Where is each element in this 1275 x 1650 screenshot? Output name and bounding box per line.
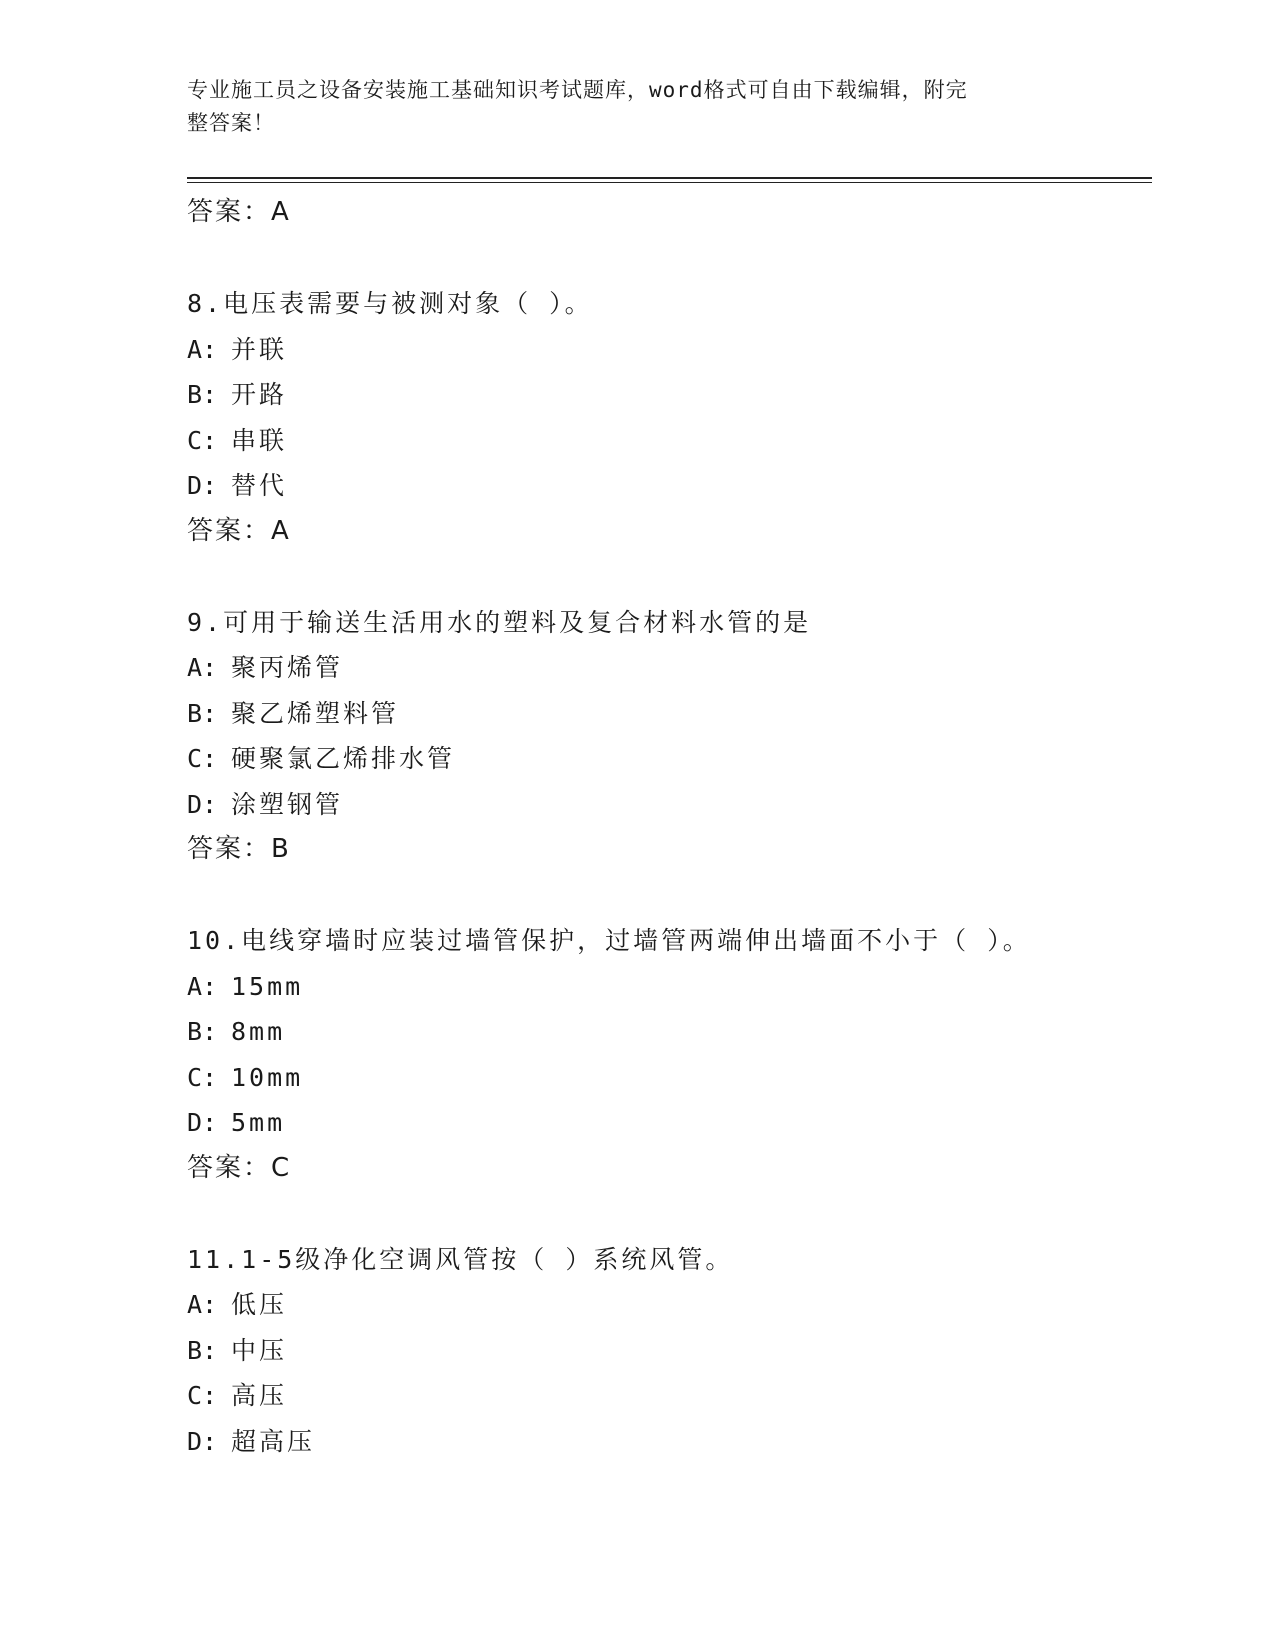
answer-line: 答案：A <box>187 515 291 546</box>
option-text: 硬聚氯乙烯排水管 <box>231 744 456 773</box>
spacer <box>187 236 1147 282</box>
option-b <box>187 1009 1147 1055</box>
spacer <box>187 873 1147 919</box>
option-key: A: <box>187 971 218 1001</box>
spacer <box>187 554 1147 600</box>
option-c <box>187 418 1147 464</box>
option-text: 串联 <box>231 425 288 455</box>
question-list <box>187 190 1147 1464</box>
question-block <box>187 918 1147 1191</box>
option-key: B: <box>187 698 218 728</box>
previous-answer: 答案：A <box>187 197 291 227</box>
option-d <box>187 1100 1147 1146</box>
question-block <box>187 281 1147 554</box>
option-text: 聚丙烯管 <box>231 653 344 682</box>
header-divider-thin <box>187 182 1152 183</box>
question-stem: 9.可用于输送生活用水的塑料及复合材料水管的是 <box>187 607 812 637</box>
option-text: 涂塑钢管 <box>231 789 344 819</box>
option-text: 10mm <box>231 1062 304 1092</box>
question-stem: 11.1-5级净化空调风管按（ ）系统风管。 <box>187 1244 734 1274</box>
option-key: A: <box>187 653 218 682</box>
question-block <box>187 600 1147 873</box>
question-stem: 8.电压表需要与被测对象（ ）。 <box>187 289 593 318</box>
option-key: D: <box>187 789 218 819</box>
option-text: 超高压 <box>231 1426 316 1456</box>
header-line-2: 整答案！ <box>187 111 275 135</box>
option-a <box>187 645 1147 691</box>
option-text: 15mm <box>231 971 304 1001</box>
option-a <box>187 1282 1147 1328</box>
option-c <box>187 1373 1147 1419</box>
option-c <box>187 736 1147 782</box>
question-block <box>187 1237 1147 1465</box>
option-key: A: <box>187 1290 218 1319</box>
option-b <box>187 1328 1147 1374</box>
option-text: 8mm <box>231 1017 286 1046</box>
option-text: 5mm <box>231 1108 286 1137</box>
answer-line: 答案：B <box>187 834 291 864</box>
option-key: C: <box>187 1381 218 1410</box>
option-key: C: <box>187 425 218 455</box>
option-text: 聚乙烯塑料管 <box>231 698 400 728</box>
option-text: 开路 <box>231 380 288 409</box>
spacer <box>187 1191 1147 1237</box>
option-c <box>187 1055 1147 1101</box>
option-key: C: <box>187 744 218 773</box>
option-text: 高压 <box>231 1381 288 1410</box>
option-b <box>187 372 1147 418</box>
header-line-1: 专业施工员之设备安装施工基础知识考试题库，word格式可自由下载编辑，附完 <box>187 78 968 102</box>
answer-line: 答案：C <box>187 1152 292 1183</box>
header-divider-thick <box>187 177 1152 179</box>
option-key: D: <box>187 1108 218 1137</box>
question-stem: 10.电线穿墙时应装过墙管保护，过墙管两端伸出墙面不小于（ ）。 <box>187 926 1031 955</box>
option-key: B: <box>187 380 218 409</box>
option-d <box>187 1419 1147 1465</box>
option-a <box>187 964 1147 1010</box>
option-key: D: <box>187 471 218 500</box>
option-key: D: <box>187 1426 218 1456</box>
option-text: 中压 <box>231 1335 288 1365</box>
option-key: B: <box>187 1335 218 1365</box>
option-text: 并联 <box>231 334 288 364</box>
option-a <box>187 327 1147 373</box>
option-key: B: <box>187 1017 218 1046</box>
option-d <box>187 782 1147 828</box>
option-key: C: <box>187 1062 218 1092</box>
option-text: 替代 <box>231 471 288 500</box>
option-text: 低压 <box>231 1290 288 1319</box>
option-b <box>187 691 1147 737</box>
option-key: A: <box>187 334 218 364</box>
option-d <box>187 463 1147 509</box>
document-header <box>187 74 1077 140</box>
